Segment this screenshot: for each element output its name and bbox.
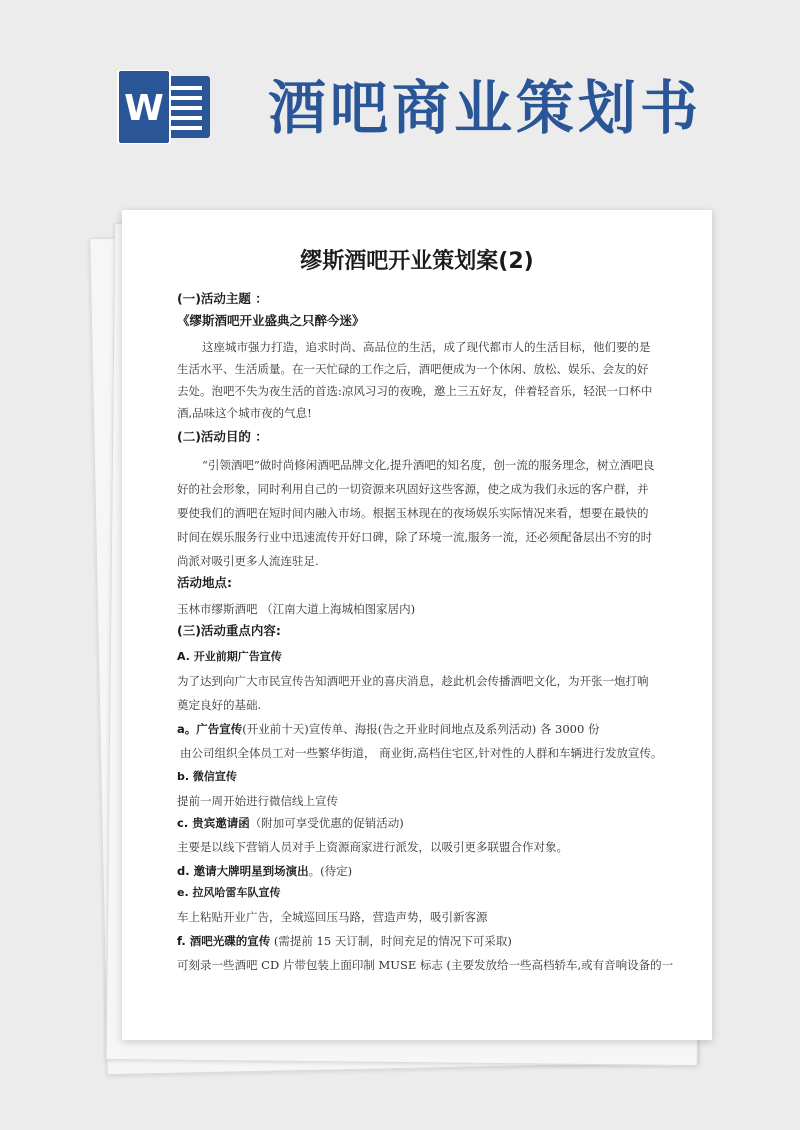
item-a1-line-2: 由公司组织全体员工对一些繁华街道， 商业街,高档住宅区,针对性的人群和车辆进行发放宣传。 xyxy=(180,746,663,760)
item-b-heading: b. 微信宣传 xyxy=(177,770,237,783)
item-a1-line xyxy=(177,722,677,736)
section-1-line-4: 酒,品味这个城市夜的气息! xyxy=(177,406,312,420)
item-a1-label: a。广告宣传 xyxy=(177,722,243,736)
word-logo-icon xyxy=(116,70,214,144)
item-f-label: f. 酒吧光碟的宣传 xyxy=(177,934,271,948)
item-d-line xyxy=(177,864,677,878)
location-heading: 活动地点: xyxy=(177,575,232,590)
item-e-text: 车上粘贴开业广告，全城巡回压马路，营造声势，吸引新客源 xyxy=(177,910,488,924)
item-d-note: 。(待定) xyxy=(308,864,353,878)
item-a-heading: A. 开业前期广告宣传 xyxy=(177,650,282,663)
item-b-text: 提前一周开始进行微信线上宣传 xyxy=(177,794,338,808)
item-d-label: d. 邀请大牌明星到场演出 xyxy=(177,864,309,878)
document-title: 缪斯酒吧开业策划案(2) xyxy=(300,249,534,274)
section-1-line-1: 这座城市强力打造，追求时尚、高品位的生活，成了现代都市人的生活目标，他们要的是 xyxy=(202,340,651,354)
section-2-line-3: 要使我们的酒吧在短时间内融入市场。根据玉林现在的夜场娱乐实际情况来看，想要在最快的 xyxy=(177,506,649,520)
item-f-line xyxy=(177,934,677,948)
item-e-heading: e. 拉风哈雷车队宣传 xyxy=(177,886,281,899)
location-text: 玉林市缪斯酒吧 （江南大道上海城柏图家居内) xyxy=(177,602,416,616)
item-c-note: （附加可享受优惠的促销活动) xyxy=(249,816,404,830)
section-1-line-2: 生活水平、生活质量。在一天忙碌的工作之后，酒吧便成为一个休闲、放松、娱乐、会友的好 xyxy=(177,362,649,376)
section-2-line-1: “引领酒吧”做时尚修闲酒吧品牌文化,提升酒吧的知名度，创一流的服务理念，树立酒吧良 xyxy=(202,458,655,472)
section-2-line-2: 好的社会形象，同时利用自己的一切资源来巩固好这些客源，使之成为我们永远的客户群，并 xyxy=(177,482,649,496)
header-title: 酒吧商业策划书 xyxy=(268,74,703,142)
document-page xyxy=(122,210,712,1040)
section-1-subtitle: 《缪斯酒吧开业盛典之只醉今迷》 xyxy=(177,313,365,328)
section-2-heading: (二)活动目的 ： xyxy=(177,429,268,444)
item-f-text: 可刻录一些酒吧 CD 片带包装上面印制 MUSE 标志 (主要发放给一些高档轿车,或有音响设备的一 xyxy=(177,958,674,972)
item-c-label: c. 贵宾邀请函 xyxy=(177,816,250,830)
section-1-line-3: 去处。泡吧不失为夜生活的首选:凉风习习的夜晚，邀上三五好友，伴着轻音乐，轻泯一口杯中 xyxy=(177,384,653,398)
section-2-line-4: 时间在娱乐服务行业中迅速流传开好口碑，除了环境一流,服务一流，还必须配备层出不穷的时 xyxy=(177,530,653,544)
item-a-line-2: 奠定良好的基础. xyxy=(177,698,262,712)
item-f-note: (需提前 15 天订制，时间充足的情况下可采取) xyxy=(270,934,512,948)
item-c-text: 主要是以线下营销人员对手上资源商家进行派发，以吸引更多联盟合作对象。 xyxy=(177,840,568,854)
item-c-line xyxy=(177,816,677,830)
item-a1-text: (开业前十天)宣传单、海报(告之开业时间地点及系列活动) 各 3000 份 xyxy=(242,722,600,736)
section-2-line-5: 尚派对吸引更多人流连驻足. xyxy=(177,554,319,568)
section-3-heading: (三)活动重点内容: xyxy=(177,623,281,638)
item-a-line-1: 为了达到向广大市民宣传告知酒吧开业的喜庆消息，趁此机会传播酒吧文化，为开张一炮打响 xyxy=(177,674,649,688)
word-logo-letter: W xyxy=(124,88,164,129)
section-1-heading: (一)活动主题 ： xyxy=(177,291,268,306)
